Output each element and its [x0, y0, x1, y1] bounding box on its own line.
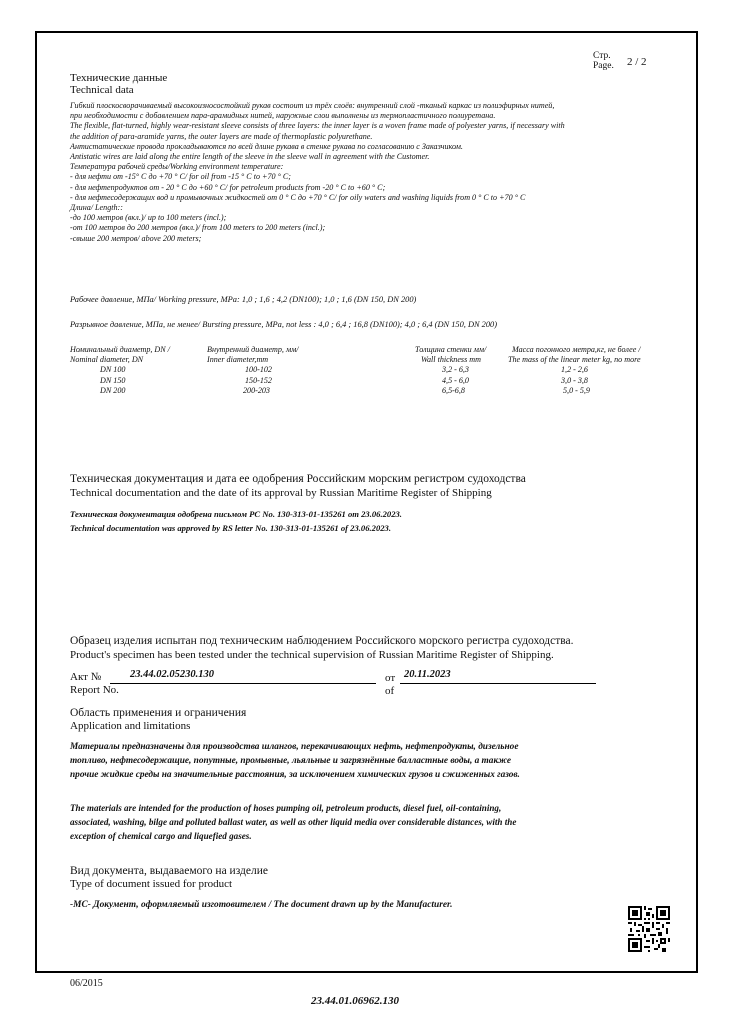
table-cell: 6,5-6,8 — [442, 385, 465, 395]
dimensions-table — [70, 345, 680, 405]
tech-line: Антистатические провода прокладываются по всей длине рукава в стенке рукава по согласованию с Заказчиком. — [70, 141, 463, 151]
form-code: 06/2015 — [70, 978, 103, 989]
page-label-ru: Стр. — [593, 51, 611, 61]
tech-line: при необходимости с добавлением пара-арамидных нитей, наружные слои выполнены из термопластичного полиуретана. — [70, 111, 496, 121]
date-label-ru: от — [385, 672, 396, 684]
document-type-value: -МС- Документ, оформляемый изготовителем / The document drawn up by the Manufacturer. — [70, 900, 453, 910]
tech-line: the addition of para-aramide yarns, the outer layers are made of thermoplastic polyurethane. — [70, 131, 373, 141]
date-underline — [400, 683, 596, 684]
tech-line: - для нефтесодержащих вод и промывочных жидкостей от 0 ° С до +70 ° С/ for oily waters and washing liquids from 0 ° С to +70 ° С — [70, 192, 526, 202]
table-cell: 150-152 — [245, 375, 272, 385]
table-cell: 5,0 - 5,9 — [563, 385, 590, 395]
qr-code — [628, 906, 670, 952]
table-cell: DN 150 — [100, 375, 126, 385]
tech-line: - для нефтепродуктов от - 20 ° С до +60 ° С/ for petroleum products from -20 ° С to +60 ° С; — [70, 182, 386, 192]
table-col-nominal — [70, 345, 170, 396]
table-cell: 100-102 — [245, 365, 272, 375]
technical-data-title-ru: Технические данные — [70, 72, 168, 84]
approval-line-en: Technical documentation was approved by RS letter No. 130-313-01-135261 of 23.06.2023. — [70, 523, 391, 533]
tech-line: -до 100 метров (вкл.)/ up to 100 meters (incl.); — [70, 213, 227, 223]
tech-line: -свыше 200 метров/ above 200 meters; — [70, 233, 202, 243]
page-number: 2 / 2 — [627, 56, 647, 68]
table-header: The mass of the linear meter kg, no more — [508, 355, 641, 365]
application-text-en — [70, 801, 516, 843]
table-cell: 3,0 - 3,8 — [561, 375, 588, 385]
table-cell: DN 100 — [100, 365, 126, 375]
application-line: Материалы предназначены для производства шлангов, перекачивающих нефть, нефтепродукты, дизельное — [70, 742, 519, 752]
application-line: exception of chemical cargo and liquefied gases. — [70, 831, 252, 841]
working-pressure: Рабочее давление, МПа/ Working pressure, MPa: 1,0 ; 1,6 ; 4,2 (DN100); 1,0 ; 1,6 (DN 150, DN 200) — [70, 295, 417, 304]
tech-line: Температура рабочей среды/Working environment temperature: — [70, 162, 284, 172]
table-col-inner — [207, 345, 299, 396]
act-number: 23.44.02.05230.130 — [130, 669, 214, 680]
table-cell: 1,2 - 2,6 — [561, 365, 588, 375]
table-cell: 3,2 - 6,3 — [442, 365, 469, 375]
page-label — [593, 51, 614, 71]
page-label-en: Page. — [593, 61, 614, 71]
tech-line: Длина/ Length:: — [70, 203, 123, 213]
technical-data-title-en: Technical data — [70, 84, 134, 96]
act-underline — [110, 683, 376, 684]
approval-title-ru: Техническая документация и дата ее одобрения Российским морским регистром судоходства — [70, 473, 526, 485]
act-label-en: Report No. — [70, 684, 119, 696]
date-label-en: of — [385, 685, 395, 697]
table-header: Wall thickness mm — [421, 355, 481, 365]
tech-line: Гибкий плоскосворачиваемый высокоизносостойкий рукав состоит из трёх слоёв: внутренний слой -тканый каркас из полиэфирных нитей, — [70, 101, 555, 110]
application-line: associated, washing, bilge and polluted ballast water, as well as other liquid media over considerable distances, with the — [70, 817, 517, 827]
document-type-title-ru: Вид документа, выдаваемого на изделие — [70, 865, 268, 877]
tech-line: Antistatic wires are laid along the entire length of the sleeve in the sleeve wall in agreement with the Customer. — [70, 152, 430, 162]
application-line: The materials are intended for the production of hoses pumping oil, petroleum products, diesel fuel, oil-containing, — [70, 803, 502, 813]
application-line: прочие жидкие среды на значительные расстояния, за исключением химических грузов и сжиженных газов. — [70, 770, 520, 780]
table-header: Inner diameter,mm — [207, 355, 269, 365]
table-header: Номинальный диаметр, DN / — [70, 345, 170, 354]
approval-title-en: Technical documentation and the date of its approval by Russian Maritime Register of Shipping — [70, 487, 492, 499]
tech-line: The flexible, flat-turned, highly wear-resistant sleeve consists of three layers: the inner layer is a woven frame made of polyester yarns, if necessary with — [70, 121, 565, 131]
application-text-ru — [70, 740, 520, 782]
table-cell: 200-203 — [243, 385, 270, 395]
specimen-title-en: Product's specimen has been tested under the technical supervision of Russian Maritime Register of Shipping. — [70, 649, 554, 661]
bursting-pressure: Разрывное давление, МПа, не менее/ Bursting pressure, MPa, not less : 4,0 ; 6,4 ; 16,8 (DN100); 4,0 ; 6,4 (DN 150, DN 200) — [70, 320, 498, 329]
document-type-title-en: Type of document issued for product — [70, 878, 233, 890]
technical-data-body — [70, 101, 565, 244]
application-line: топливо, нефтесодержащие, попутные, промывные, льяльные и загрязнённые балластные воды, а также — [70, 756, 512, 766]
approval-line-ru: Техническая документация одобрена письмом РС No. 130-313-01-135261 от 23.06.2023. — [70, 509, 402, 519]
table-col-mass — [508, 345, 641, 396]
table-cell: DN 200 — [100, 385, 126, 395]
table-header: Внутренний диаметр, мм/ — [207, 345, 299, 354]
table-header: Толщина стенки мм/ — [415, 345, 487, 354]
specimen-title-ru: Образец изделия испытан под техническим наблюдением Российского морского регистра судоходства. — [70, 635, 574, 647]
table-header: Nominal diameter, DN — [70, 355, 144, 365]
application-title-ru: Область применения и ограничения — [70, 707, 247, 719]
application-title-en: Application and limitations — [70, 720, 191, 732]
table-cell: 4,5 - 6,0 — [442, 375, 469, 385]
act-label-ru: Акт № — [70, 671, 102, 683]
table-col-wall — [415, 345, 486, 396]
approval-lines — [70, 507, 402, 535]
act-date: 20.11.2023 — [404, 669, 451, 680]
document-number: 23.44.01.06962.130 — [311, 995, 399, 1007]
tech-line: - для нефти от -15° С до +70 ° С/ for oil from -15 ° C to +70 ° С; — [70, 172, 291, 182]
tech-line: -от 100 метров до 200 метров (вкл.)/ from 100 meters to 200 meters (incl.); — [70, 223, 326, 233]
table-header: Масса погонного метра,кг, не более / — [512, 345, 641, 354]
